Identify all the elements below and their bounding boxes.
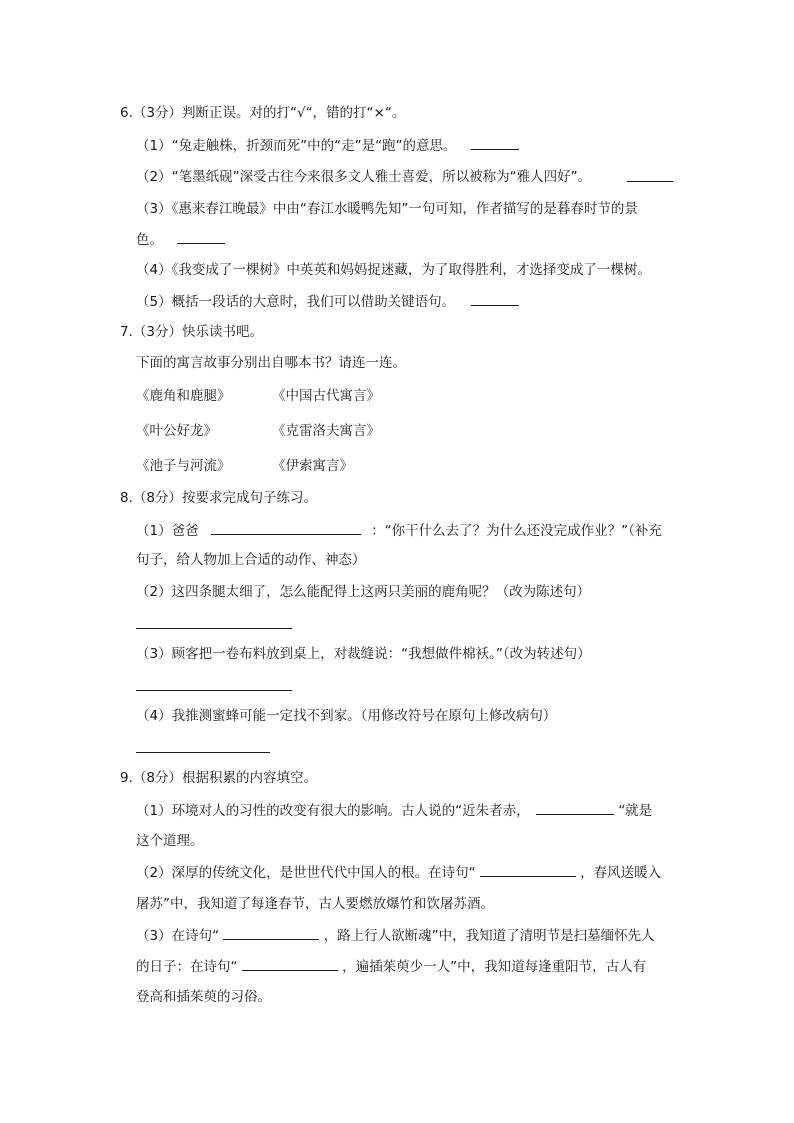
q9-part-3 (136, 925, 655, 946)
q9-p3-answer-blank-1[interactable] (223, 925, 319, 940)
q9-p3-line2-start: 的日子：在诗句“ (136, 959, 238, 975)
q6-item-5 (136, 291, 519, 312)
q9-p3-mid: ，路上行人欲断魂”中，我知道了清明节是扫墓缅怀先人 (323, 928, 655, 944)
q8-s1-start: （1）爸爸 (136, 523, 199, 539)
q6-item-5-text: （5）概括一段话的大意时，我们可以借助关键语句。 (136, 294, 456, 310)
q7-title: 7.（3分）快乐读书吧。 (120, 324, 263, 340)
q9-p1-start: （1）环境对人的习性的改变有很大的影响。古人说的“近朱者赤， (136, 803, 530, 819)
q9-p3-line-2 (136, 956, 646, 977)
q8-s2-answer-line[interactable] (136, 628, 292, 629)
q9-part-1 (136, 800, 652, 821)
q9-title: 9.（8分）根据积累的内容填空。 (120, 770, 317, 786)
q6-item-2-answer-blank[interactable] (627, 181, 673, 182)
q9-p2-start: （2）深厚的传统文化，是世世代代中国人的根。在诗句“ (136, 865, 476, 881)
q9-p1-cont: 这个道理。 (136, 833, 204, 849)
q8-s1-answer-blank[interactable] (211, 520, 361, 535)
q7-left-item-1[interactable]: 《鹿角和鹿腿》 (136, 388, 231, 404)
q7-instruction: 下面的寓言故事分别出自哪本书？请连一连。 (136, 355, 406, 371)
q7-right-item-1[interactable]: 《中国古代寓言》 (272, 388, 380, 404)
q8-s1-end: ：“你干什么去了？为什么还没完成作业？”（补充 (371, 523, 662, 539)
q9-p1-end: “就是 (618, 803, 653, 819)
q6-item-1-text: （1）“兔走触株，折颈而死”中的“走”是“跑”的意思。 (136, 138, 457, 154)
q7-right-item-3[interactable]: 《伊索寓言》 (272, 458, 353, 474)
q8-title: 8.（8分）按要求完成句子练习。 (120, 490, 317, 506)
q8-s1-cont: 句子，给人物加上合适的动作、神态） (136, 552, 366, 568)
q8-sentence-1 (136, 520, 662, 541)
q9-p2-cont: 屠苏”中，我知道了每逢春节，古人要燃放爆竹和饮屠苏酒。 (136, 896, 494, 912)
q7-left-item-3[interactable]: 《池子与河流》 (136, 458, 231, 474)
q9-p1-answer-blank[interactable] (536, 800, 614, 815)
q9-p2-answer-blank[interactable] (480, 862, 576, 877)
q9-p3-answer-blank-2[interactable] (242, 956, 338, 971)
q7-right-item-2[interactable]: 《克雷洛夫寓言》 (272, 423, 380, 439)
q6-item-1-answer-blank[interactable] (471, 135, 519, 150)
q8-s4-answer-line[interactable] (136, 752, 270, 753)
q6-item-3-cont-text: 色。 (136, 232, 163, 248)
q9-p3-line-3: 登高和插茱萸的习俗。 (136, 989, 271, 1005)
q8-s3-answer-line[interactable] (136, 690, 292, 691)
q9-p2-end: ，春风送暖入 (580, 865, 662, 881)
q6-item-3-cont (136, 229, 225, 250)
q8-sentence-3: （3）顾客把一卷布料放到桌上，对裁缝说：“我想做件棉袄。”（改为转述句） (136, 646, 591, 662)
q6-item-3: （3）《惠来春江晚最》中由“春江水暖鸭先知”一句可知，作者描写的是暮春时节的景 (136, 201, 638, 217)
q6-item-3-answer-blank[interactable] (177, 229, 225, 244)
q9-p3-line2-end: ，遍插茱萸少一人”中，我知道每逢重阳节，古人有 (342, 959, 647, 975)
q6-item-2: （2）“笔墨纸砚”深受古往今来很多文人雅士喜爱，所以被称为“雅人四好”。 (136, 169, 592, 185)
q9-p3-start: （3）在诗句“ (136, 928, 220, 944)
q7-left-item-2[interactable]: 《叶公好龙》 (136, 423, 217, 439)
q8-sentence-4: （4）我推测蜜蜂可能一定找不到家。（用修改符号在原句上修改病句） (136, 708, 557, 724)
q9-part-2 (136, 862, 661, 883)
q6-item-1 (136, 135, 519, 156)
q6-title: 6.（3分）判断正误。对的打“√“，错的打“×“。 (120, 105, 406, 121)
q8-sentence-2: （2）这四条腿太细了，怎么能配得上这两只美丽的鹿角呢？（改为陈述句） (136, 584, 591, 600)
q6-item-5-answer-blank[interactable] (471, 291, 519, 306)
q6-item-4: （4）《我变成了一棵树》中英英和妈妈捉迷藏，为了取得胜利，才选择变成了一棵树。 (136, 262, 651, 278)
